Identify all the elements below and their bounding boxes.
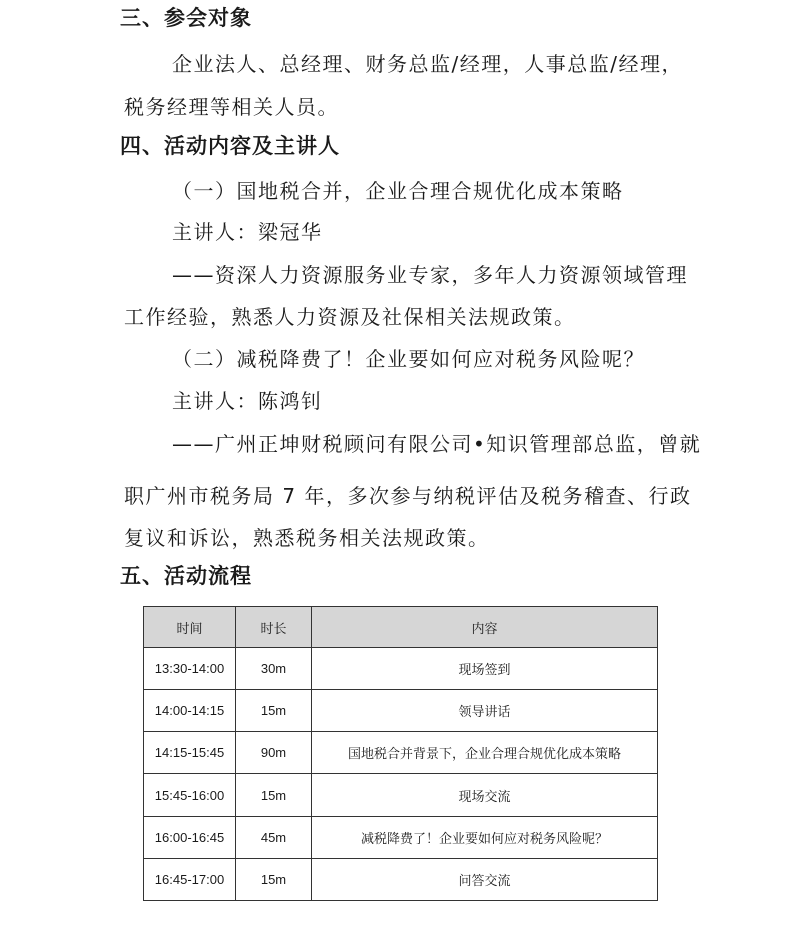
speaker-1-bio-line-1: ——资深人力资源服务业专家，多年人力资源领域管理 <box>172 263 688 287</box>
duration-cell: 15m <box>236 774 312 816</box>
table-row <box>144 690 658 732</box>
speaker-1: 主讲人：梁冠华 <box>172 220 323 244</box>
content-cell: 问答交流 <box>312 858 658 900</box>
topic-2: （二）减税降费了！企业要如何应对税务风险呢？ <box>172 347 645 371</box>
time-cell: 14:00-14:15 <box>144 690 236 732</box>
duration-cell: 45m <box>236 816 312 858</box>
duration-cell: 15m <box>236 858 312 900</box>
schedule-table <box>143 606 658 901</box>
speaker-1-bio-line-2: 工作经验，熟悉人力资源及社保相关法规政策。 <box>124 305 576 329</box>
content-cell: 国地税合并背景下，企业合理合规优化成本策略 <box>312 732 658 774</box>
duration-cell: 30m <box>236 648 312 690</box>
time-cell: 15:45-16:00 <box>144 774 236 816</box>
column-header-duration: 时长 <box>236 607 312 648</box>
table-row <box>144 774 658 816</box>
content-cell: 现场签到 <box>312 648 658 690</box>
column-header-time: 时间 <box>144 607 236 648</box>
time-cell: 16:45-17:00 <box>144 858 236 900</box>
speaker-2-bio-line-1: ——广州正坤财税顾问有限公司•知识管理部总监，曾就 <box>172 432 702 456</box>
section5-heading: 五、活动流程 <box>120 564 252 588</box>
table-row <box>144 732 658 774</box>
attendees-line-2: 税务经理等相关人员。 <box>124 95 339 119</box>
speaker-2-bio-line-2: 职广州市税务局 7 年，多次参与纳税评估及税务稽查、行政 <box>124 484 692 508</box>
content-cell: 领导讲话 <box>312 690 658 732</box>
duration-cell: 15m <box>236 690 312 732</box>
table-row <box>144 648 658 690</box>
duration-cell: 90m <box>236 732 312 774</box>
section3-heading: 三、参会对象 <box>120 6 252 30</box>
content-cell: 现场交流 <box>312 774 658 816</box>
time-cell: 13:30-14:00 <box>144 648 236 690</box>
table-row <box>144 816 658 858</box>
content-cell: 减税降费了！企业要如何应对税务风险呢？ <box>312 816 658 858</box>
attendees-line-1: 企业法人、总经理、财务总监/经理，人事总监/经理， <box>172 52 683 76</box>
section4-heading: 四、活动内容及主讲人 <box>120 134 340 158</box>
topic-1: （一）国地税合并，企业合理合规优化成本策略 <box>172 179 624 203</box>
speaker-2: 主讲人：陈鸿钊 <box>172 389 323 413</box>
time-cell: 14:15-15:45 <box>144 732 236 774</box>
speaker-2-bio-line-3: 复议和诉讼，熟悉税务相关法规政策。 <box>124 526 490 550</box>
table-row <box>144 858 658 900</box>
table-header-row <box>144 607 658 648</box>
time-cell: 16:00-16:45 <box>144 816 236 858</box>
column-header-content: 内容 <box>312 607 658 648</box>
